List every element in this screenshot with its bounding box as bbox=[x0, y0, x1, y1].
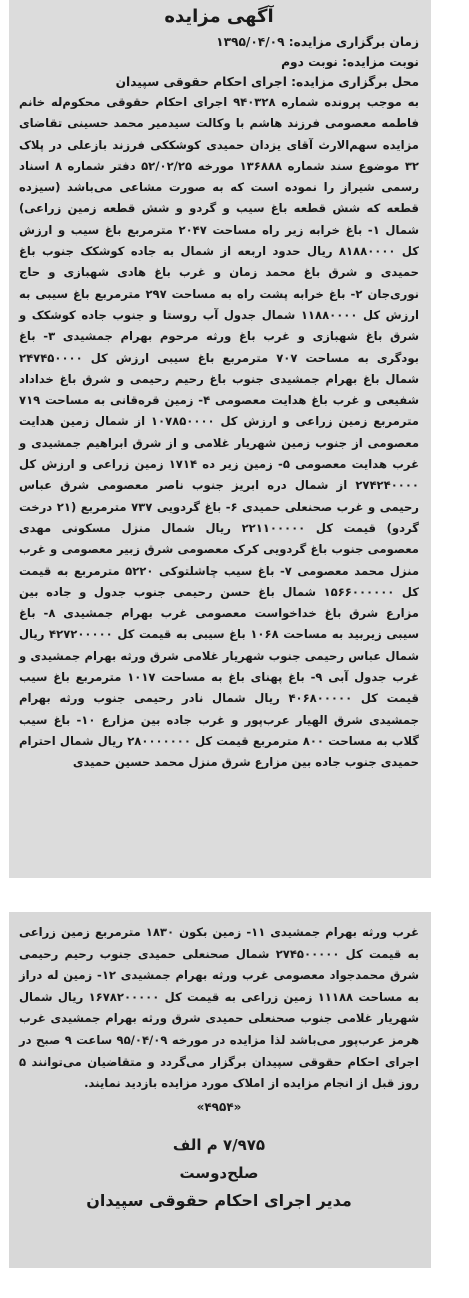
notice-body-part-1: به موجب پرونده شماره ۹۴۰۳۲۸ اجرای احکام حقوقی محکوم‌له خانم فاطمه معصومی فرزند هاشم با وکالت سیدمیر محمد حسینی تقاضای مزایده سهم‌الارث آقای یزدان حمیدی کوشککی فرزند بازعلی در پلاک ۳۲ موضوع سند شماره ۱۳۶۸۸۸ مورخه ۵۲/۰۲/۲۵ دفتر شماره ۸ اسناد رسمی شیراز را نموده است که به صورت مشاعی می‌باشد (سیزده قطعه که شش قطعه باغ سیب و گردو و شش قطعه زمین زراعی) شمال ۱- باغ خرابه زیر راه مساحت ۲۰۴۷ مترمربع باغ سیب و ارزش کل ۸۱۸۸۰۰۰۰ ریال حدود اربعه از شمال به جاده کوشکک جنوب باغ حمیدی و شرق باغ محمد زمان و غرب باغ هادی شهبازی و حاج نوری‌جان ۲- باغ خرابه پشت راه به مساحت ۲۹۷ مترمربع باغ سیبی به ارزش کل ۱۱۸۸۰۰۰۰ شمال جدول آب روستا و جنوب جاده کوشکک و شرق باغ شهبازی و غرب باغ ورثه مرحوم بهرام جمشیدی ۳- باغ بودگری به مساحت ۷۰۷ مترمربع باغ سیبی ارزش کل ۲۴۷۴۵۰۰۰۰ شمال باغ بهرام جمشیدی جنوب باغ رحیم رحیمی و شرق باغ خداداد شفیعی و غرب باغ هدایت معصومی ۴- زمین قره‌قانی به مساحت ۷۱۹ مترمربع زمین زراعی و ارزش کل ۱۰۷۸۵۰۰۰۰ از شمال زمین هدایت معصومی از جنوب زمین شهریار غلامی و از شرق ابراهیم جمشیدی و غرب هدایت معصومی ۵- زمین زیر ده ۱۷۱۴ زمین زراعی و ارزش کل ۲۷۴۲۴۰۰۰۰ از شمال دره ابریز جنوب ناصر معصومی شرق عباس رحیمی و غرب صحنعلی حمیدی ۶- باغ گردویی ۷۳۷ مترمربع (۲۱ درخت گردو) قیمت کل ۲۲۱۱۰۰۰۰۰ ریال شمال منزل مسکونی مهدی معصومی جنوب باغ گردویی کرک معصومی شرق زبیر معصومی و غرب منزل محمد معصومی ۷- باغ سیب چاشلتوکی ۵۲۲۰ مترمربع به قیمت کل ۱۵۶۶۰۰۰۰۰۰ شمال باغ حسن رحیمی جنوب جدول و جاده بین مزارع شرق باغ خداخواست معصومی غرب بهرام جمشیدی ۸- باغ سیبی زیربید به مساحت ۱۰۶۸ باغ سیبی به قیمت کل ۴۲۷۲۰۰۰۰۰ ریال شمال عباس رحیمی جنوب شهریار غلامی شرق ورثه بهرام جمشیدی و غرب جدول آبی ۹- باغ پهنای باغ به مساحت ۱۰۱۷ مترمربع باغ سیب قیمت کل ۴۰۶۸۰۰۰۰۰ ریال شمال نادر رحیمی جنوب ورثه بهرام جمشیدی شرق الهیار عرب‌پور و غرب جاده بین مزارع ۱۰- باغ سیب گلاب به مساحت ۸۰۰ مترمربع قیمت کل ۲۸۰۰۰۰۰۰۰ ریال شمال احترام حمیدی جنوب جاده بین مزارع شرق منزل محمد حسین حمیدی bbox=[19, 95, 420, 770]
clipping-bottom bbox=[9, 912, 431, 1268]
auction-place: محل برگزاری مزایده: اجرای احکام حقوقی سپیدان bbox=[115, 75, 419, 89]
reference-number: ۷/۹۷۵ م الف bbox=[172, 1135, 266, 1154]
auction-date: زمان برگزاری مزایده: ۱۳۹۵/۰۴/۰۹ bbox=[216, 35, 419, 49]
notice-code: «۴۹۵۴» bbox=[196, 1099, 242, 1114]
notice-body-part-2: غرب ورثه بهرام جمشیدی ۱۱- زمین بکون ۱۸۳۰ مترمربع زمین زراعی به قیمت کل ۲۷۴۵۰۰۰۰۰ شمال صحنعلی حمیدی جنوب رحیم رحیمی شرق محمدجواد معصومی غرب ورثه بهرام جمشیدی ۱۲- زمین له دراز به مساحت ۱۱۱۸۸ زمین زراعی به قیمت کل ۱۶۷۸۲۰۰۰۰۰ ریال شمال شهریار غلامی جنوب صحنعلی حمیدی شرق ورثه بهرام جمشیدی غرب هرمز عرب‌پور می‌باشد لذا مزایده در مورخه ۹۵/۰۴/۰۹ ساعت ۹ صبح در اجرای احکام حقوقی سپیدان برگزار می‌گردد و متقاضیان می‌توانند ۵ روز قبل از انجام مزایده از املاک مورد مزایده بازدید نمایند. bbox=[19, 925, 420, 1091]
signer-name: صلح‌دوست bbox=[179, 1163, 259, 1182]
notice-title: آگهی مزایده bbox=[164, 6, 274, 27]
clipping-top bbox=[9, 0, 431, 878]
auction-round: نوبت مزایده: نوبت دوم bbox=[281, 55, 419, 69]
signer-title: مدیر اجرای احکام حقوقی سپیدان bbox=[86, 1190, 352, 1210]
